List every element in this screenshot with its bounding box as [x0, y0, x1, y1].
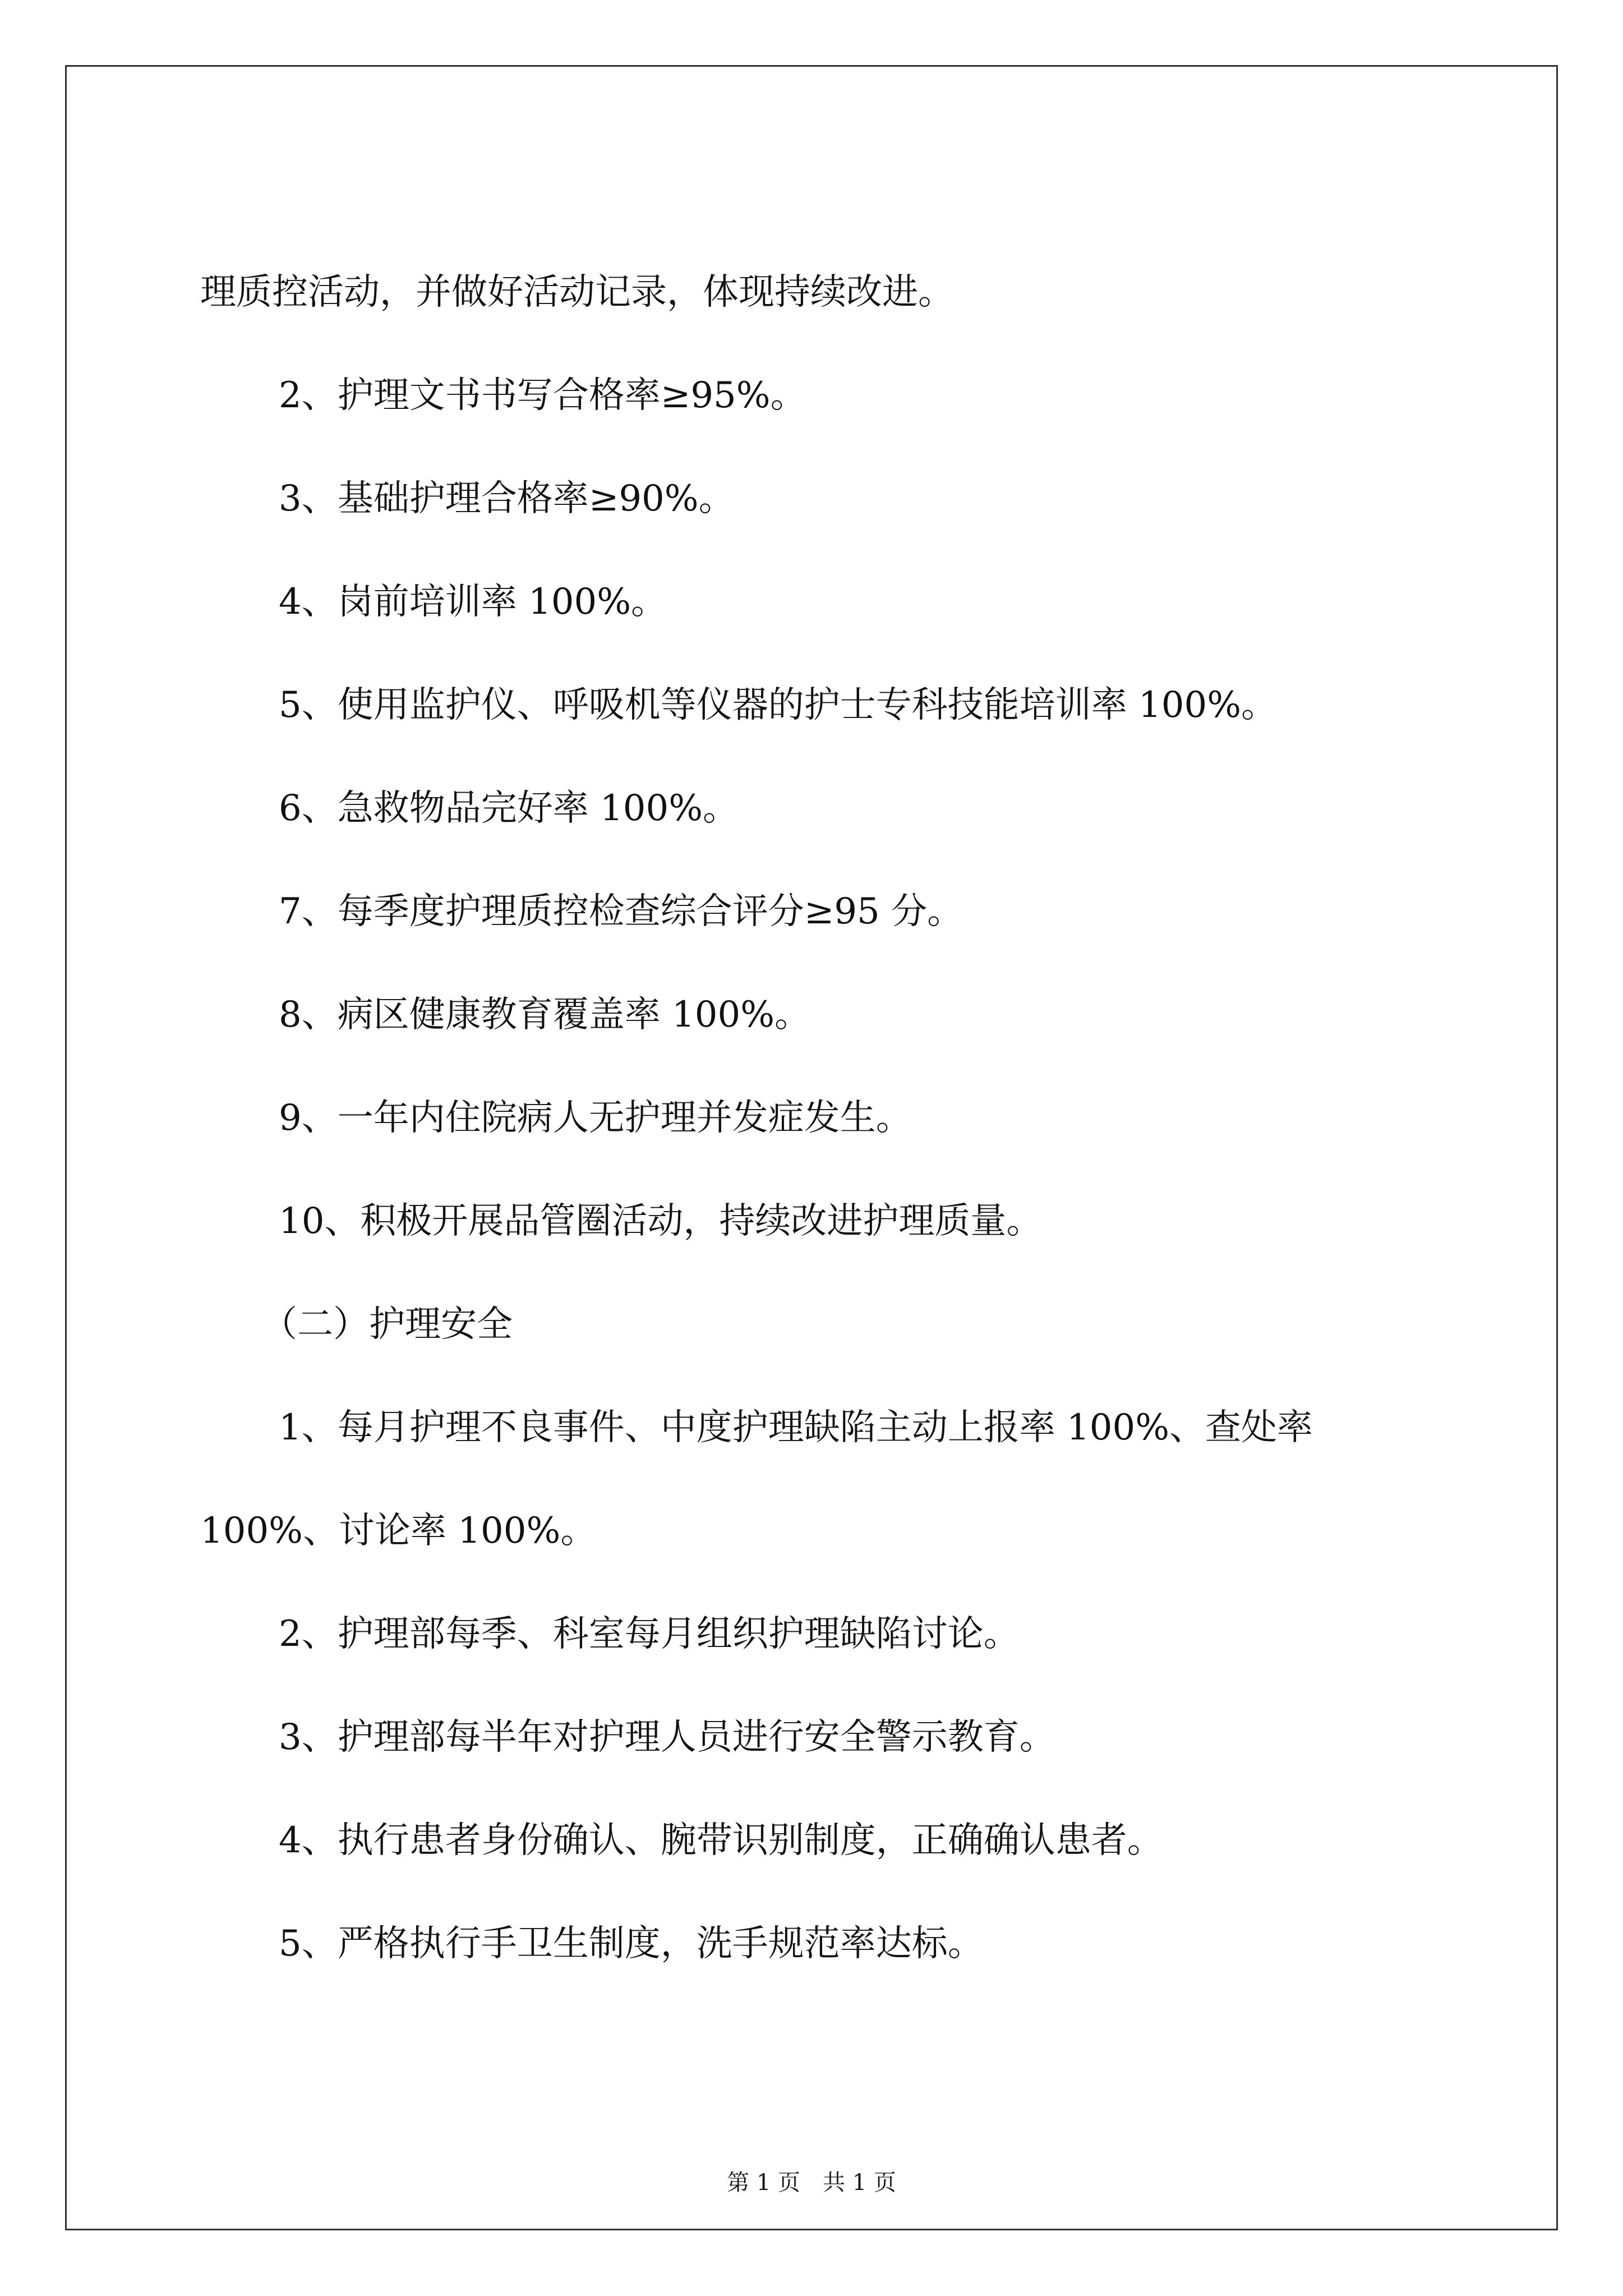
text-line-10: 10、积极开展品管圈活动，持续改进护理质量。 [279, 1200, 1043, 1242]
text-line-12: 1、每月护理不良事件、中度护理缺陷主动上报率 100%、查处率 [279, 1407, 1313, 1448]
text-line-1: 理质控活动，并做好活动记录，体现持续改进。 [200, 272, 954, 313]
text-line-15: 3、护理部每半年对护理人员进行安全警示教育。 [279, 1717, 1055, 1758]
text-line-3: 3、基础护理合格率≥90%。 [279, 478, 735, 519]
text-line-5: 5、使用监护仪、呼吸机等仪器的护士专科技能培训率 100%。 [279, 684, 1278, 726]
page-footer: 第 1 页 共 1 页 [727, 2170, 896, 2196]
text-line-7: 7、每季度护理质控检查综合评分≥95 分。 [279, 891, 963, 932]
section-heading: （二）护理安全 [261, 1304, 513, 1345]
text-line-14: 2、护理部每季、科室每月组织护理缺陷讨论。 [279, 1613, 1020, 1655]
text-line-17: 5、严格执行手卫生制度，洗手规范率达标。 [279, 1923, 984, 1964]
text-line-8: 8、病区健康教育覆盖率 100%。 [279, 994, 811, 1036]
text-line-4: 4、岗前培训率 100%。 [279, 581, 667, 623]
text-line-16: 4、执行患者身份确认、腕带识别制度，正确确认患者。 [279, 1820, 1163, 1861]
text-line-2: 2、护理文书书写合格率≥95%。 [279, 375, 806, 416]
text-line-9: 9、一年内住院病人无护理并发症发生。 [279, 1097, 912, 1139]
text-line-13: 100%、讨论率 100%。 [200, 1510, 597, 1552]
text-line-6: 6、急救物品完好率 100%。 [279, 788, 739, 829]
page-frame [65, 65, 1558, 2230]
